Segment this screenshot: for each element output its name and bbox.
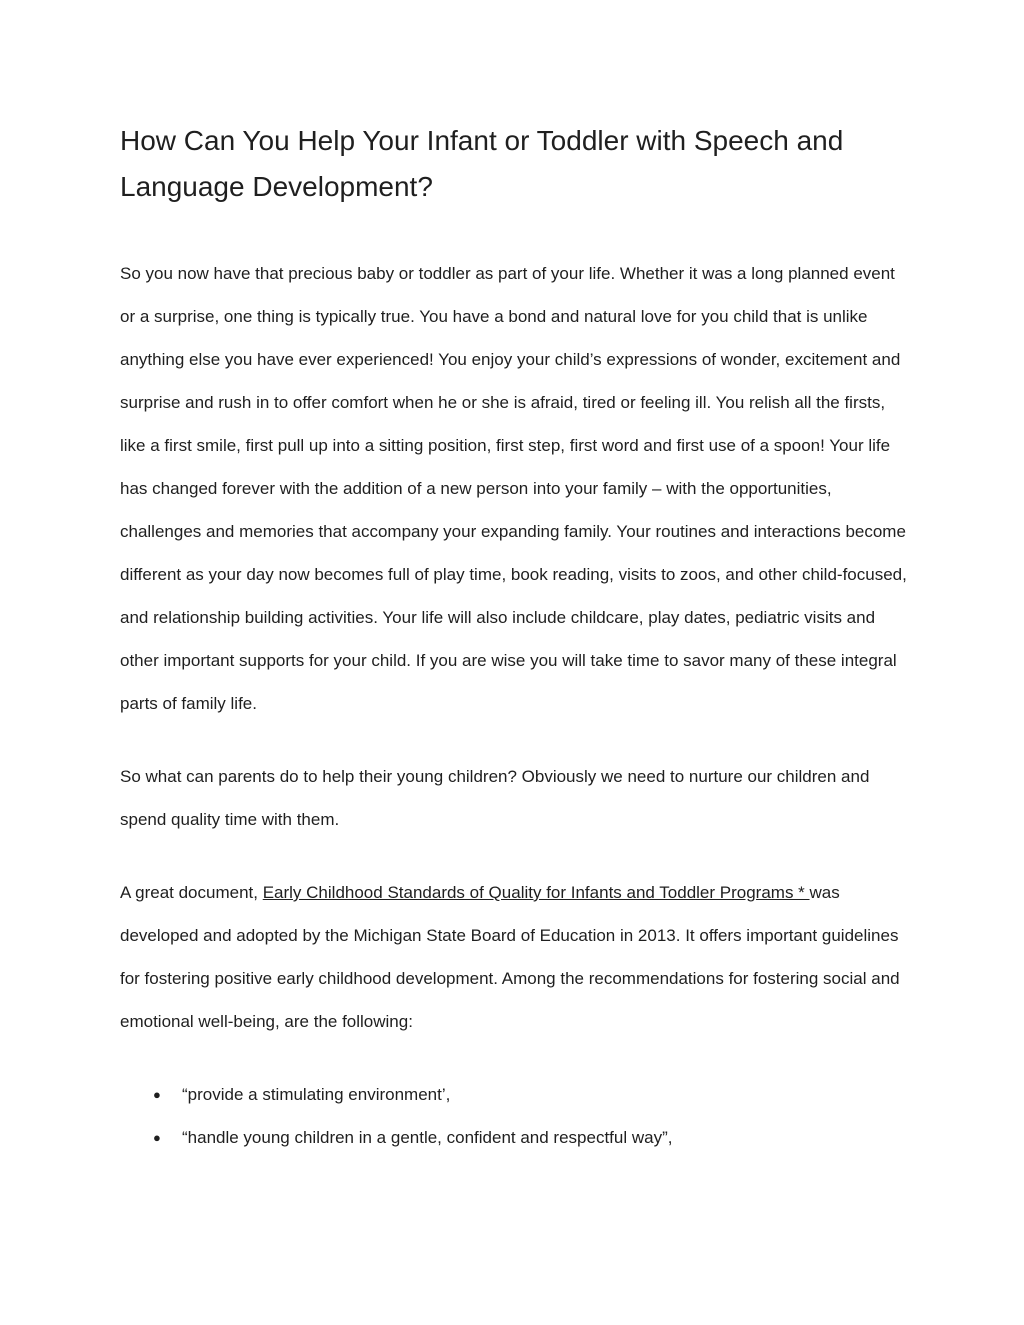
bullet-icon: ● (153, 1087, 161, 1102)
list-item (120, 1073, 910, 1116)
paragraph-standards (120, 871, 910, 1043)
list-item-text: “handle young children in a gentle, confident and respectful way”, (182, 1128, 673, 1147)
paragraph-standards-lead: A great document, (120, 883, 263, 902)
standards-document-link[interactable]: Early Childhood Standards of Quality for Infants and Toddler Programs * (262, 883, 810, 902)
bullet-icon: ● (153, 1130, 161, 1145)
paragraph-intro: So you now have that precious baby or toddler as part of your life. Whether it was a long planned event or a surprise, one thing is typically true. You have a bond and natural love for you child that is unlike anything else you have ever experienced! You enjoy your child’s expressions of wonder, excitement and surprise and rush in to offer comfort when he or she is afraid, tired or feeling ill. You relish all the firsts, like a first smile, first pull up into a sitting position, first step, first word and first use of a spoon! Your life has changed forever with the addition of a new person into your family – with the opportunities, challenges and memories that accompany your expanding family. Your routines and interactions become different as your day now becomes full of play time, book reading, visits to zoos, and other child-focused, and relationship building activities. Your life will also include childcare, play dates, pediatric visits and other important supports for your child. If you are wise you will take time to savor many of these integral parts of family life. (120, 264, 907, 713)
page-title: How Can You Help Your Infant or Toddler with Speech and Language Development? (120, 125, 844, 202)
paragraph-standards-rest: was developed and adopted by the Michigan State Board of Education in 2013. It offers important guidelines for fostering positive early childhood development. Among the recommendations for fostering social and emotional well-being, are the following: (120, 883, 900, 1031)
paragraph-parents: So what can parents do to help their young children? Obviously we need to nurture our children and spend quality time with them. (120, 767, 870, 829)
recommendations-list (120, 1073, 910, 1159)
list-item (120, 1116, 910, 1159)
list-item-text: “provide a stimulating environment’, (182, 1085, 451, 1104)
